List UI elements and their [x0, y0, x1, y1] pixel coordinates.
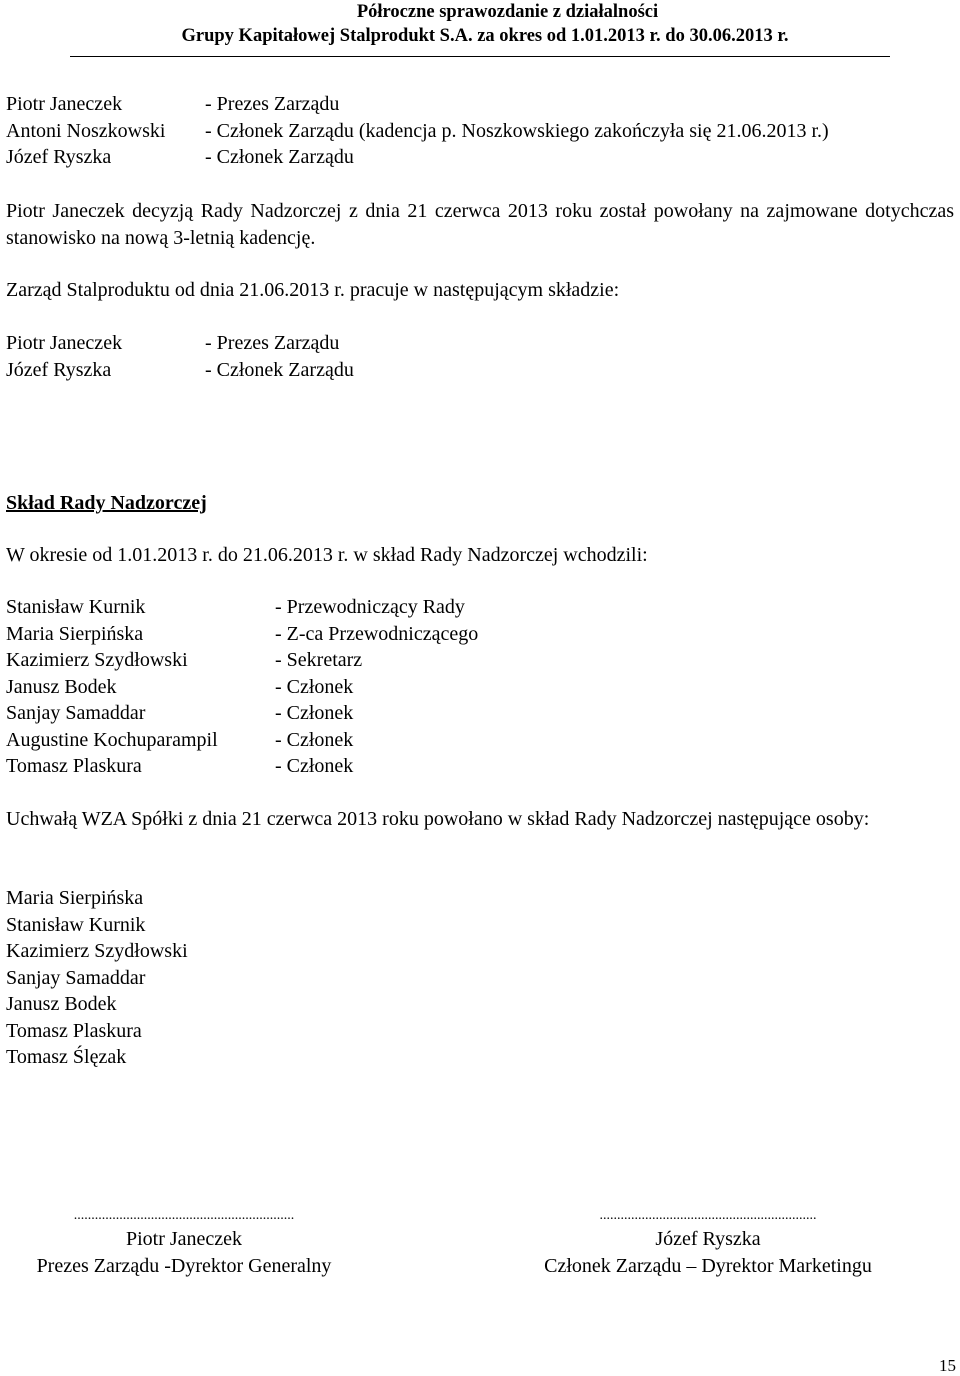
list-item — [6, 594, 960, 621]
member-role: - Prezes Zarządu — [205, 93, 340, 115]
signature-block-president — [4, 1206, 364, 1279]
reappointment-paragraph: Piotr Janeczek decyzją Rady Nadzorczej z dnia 21 czerwca 2013 roku został powołany na zajmowane dotychczas stanowisko na nową 3-letnią kadencję. — [6, 200, 954, 249]
member-name: Piotr Janeczek — [6, 332, 123, 354]
list-item: Sanjay Samaddar — [6, 966, 146, 989]
section-heading: Skład Rady Nadzorczej — [6, 492, 207, 514]
member-role: - Członek Zarządu — [205, 358, 354, 381]
list-item — [6, 118, 960, 145]
report-header — [0, 0, 960, 48]
member-role: - Z-ca Przewodniczącego — [275, 622, 479, 645]
list-item: Janusz Bodek — [6, 993, 117, 1015]
appointed-list — [6, 885, 960, 1071]
list-item — [6, 753, 960, 780]
resolution-paragraph: Uchwałą WZA Spółki z dnia 21 czerwca 2013 roku powołano w skład Rady Nadzorczej następujące osoby: — [6, 808, 870, 830]
member-role: - Członek — [275, 702, 354, 724]
signatory-title: Członek Zarządu – Dyrektor Marketingu — [544, 1254, 872, 1277]
list-item: Maria Sierpińska — [6, 887, 144, 909]
signature-line: ............................................................... — [73, 1208, 295, 1223]
list-item — [6, 357, 960, 384]
member-name: Kazimierz Szydłowski — [6, 649, 188, 671]
signatory-title: Prezes Zarządu -Dyrektor Generalny — [36, 1254, 332, 1277]
member-name: Józef Ryszka — [6, 146, 112, 168]
period-paragraph: W okresie od 1.01.2013 r. do 21.06.2013 r. w skład Rady Nadzorczej wchodzili: — [6, 544, 648, 566]
member-name: Antoni Noszkowski — [6, 119, 166, 142]
list-item — [6, 700, 960, 727]
list-item — [6, 647, 960, 674]
member-role: - Przewodniczący Rady — [275, 596, 465, 618]
signature-line: .............................................................. — [599, 1208, 817, 1223]
list-item — [6, 621, 960, 648]
member-role: - Prezes Zarządu — [205, 332, 340, 354]
report-subtitle: Grupy Kapitałowej Stalprodukt S.A. za okres od 1.01.2013 r. do 30.06.2013 r. — [181, 26, 789, 46]
board-composition-intro: Zarząd Stalproduktu od dnia 21.06.2013 r. pracuje w następującym składzie: — [6, 279, 620, 301]
supervisory-board-list — [6, 594, 960, 780]
list-item: Kazimierz Szydłowski — [6, 940, 188, 962]
report-title: Półroczne sprawozdanie z działalności — [356, 2, 659, 22]
previous-board-list — [6, 91, 960, 171]
signatory-name: Piotr Janeczek — [125, 1228, 243, 1250]
list-item — [6, 91, 960, 118]
list-item — [6, 144, 960, 171]
list-item — [6, 330, 960, 357]
list-item — [6, 727, 960, 754]
member-name: Tomasz Plaskura — [6, 755, 142, 777]
list-item: Tomasz Ślęzak — [6, 1046, 127, 1068]
page-number: 15 — [939, 1356, 956, 1375]
member-name: Maria Sierpińska — [6, 622, 144, 645]
list-item: Stanisław Kurnik — [6, 913, 146, 936]
member-name: Piotr Janeczek — [6, 93, 123, 115]
member-role: - Członek Zarządu (kadencja p. Noszkowskiego zakończyła się 21.06.2013 r.) — [205, 119, 829, 142]
member-name: Augustine Kochuparampil — [6, 728, 218, 751]
signature-block-member — [508, 1206, 908, 1279]
member-role: - Członek — [275, 755, 354, 777]
header-divider — [70, 56, 890, 57]
member-name: Józef Ryszka — [6, 358, 112, 381]
member-role: - Sekretarz — [275, 649, 363, 671]
member-role: - Członek — [275, 728, 354, 751]
member-name: Janusz Bodek — [6, 675, 117, 698]
member-name: Sanjay Samaddar — [6, 702, 146, 724]
list-item: Tomasz Plaskura — [6, 1019, 142, 1042]
member-name: Stanisław Kurnik — [6, 596, 146, 618]
member-role: - Członek Zarządu — [205, 146, 354, 168]
list-item — [6, 674, 960, 701]
current-board-list — [6, 330, 960, 383]
signatory-name: Józef Ryszka — [655, 1228, 761, 1250]
member-role: - Członek — [275, 675, 354, 698]
